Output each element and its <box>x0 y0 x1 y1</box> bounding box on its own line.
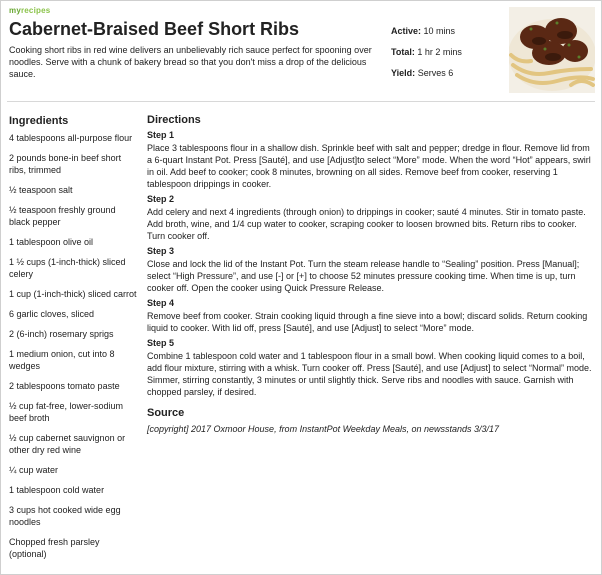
ingredient-item: 1 medium onion, cut into 8 wedges <box>9 349 115 371</box>
ingredient-item: ¼ cup water <box>9 465 59 475</box>
meta-active <box>391 25 462 38</box>
recipe-title: Cabernet-Braised Beef Short Ribs <box>9 19 300 39</box>
source-heading: Source <box>147 407 185 419</box>
meta-key: Total: <box>391 47 415 57</box>
ingredient-item: 2 (6-inch) rosemary sprigs <box>9 329 114 339</box>
recipe-description: Cooking short ribs in red wine delivers an unbelievably rich sauce perfect for spooning over noodles. Serve with a chunk of bakery bread so that you don't miss a drop of the delicious sauce. <box>9 45 372 79</box>
direction-step-5 <box>147 338 593 398</box>
ingredient-item: 2 pounds bone-in beef short ribs, trimmed <box>9 153 122 175</box>
meta-value: Serves 6 <box>417 68 454 78</box>
direction-step-2 <box>147 194 593 242</box>
directions-heading: Directions <box>147 114 201 126</box>
direction-step-4 <box>147 298 593 334</box>
step-label: Step 1 <box>147 130 175 140</box>
direction-step-3 <box>147 246 593 294</box>
ingredients-heading: Ingredients <box>9 115 69 127</box>
ingredient-item: ½ cup cabernet sauvignon or other dry red wine <box>9 433 126 455</box>
meta-yield <box>391 67 462 80</box>
step-text: Close and lock the lid of the Instant Pot. Turn the steam release handle to “Sealing” position. Press [Manual]; select “High Pressure”, and use [-] or [+] to choose 52 minutes pressure cooking time. When time is up, turn cooker off. Open the cooker using Quick Pressure Release. <box>147 259 580 293</box>
directions-section <box>147 114 593 435</box>
ingredient-item: ½ teaspoon freshly ground black pepper <box>9 205 116 227</box>
ingredient-item: ½ cup fat-free, lower-sodium beef broth <box>9 401 124 423</box>
step-label: Step 5 <box>147 338 175 348</box>
ingredient-item: Chopped fresh parsley (optional) <box>9 537 100 559</box>
ingredient-item: 1 tablespoon olive oil <box>9 237 94 247</box>
step-label: Step 3 <box>147 246 175 256</box>
logo-part-my: my <box>9 6 21 15</box>
meta-value: 10 mins <box>423 26 456 36</box>
step-label: Step 4 <box>147 298 175 308</box>
recipe-photo-illustration <box>509 7 595 93</box>
logo-part-recipes: recipes <box>20 6 51 15</box>
ingredient-item: 3 cups hot cooked wide egg noodles <box>9 505 121 527</box>
ingredient-item: 1 tablespoon cold water <box>9 485 105 495</box>
ingredient-item: 6 garlic cloves, sliced <box>9 309 95 319</box>
meta-key: Active: <box>391 26 422 36</box>
ingredient-item: 4 tablespoons all-purpose flour <box>9 133 133 143</box>
recipe-times <box>391 25 462 88</box>
meta-value: 1 hr 2 mins <box>417 47 462 57</box>
ingredient-item: ½ teaspoon salt <box>9 185 73 195</box>
step-label: Step 2 <box>147 194 175 204</box>
ingredient-item: 1 cup (1-inch-thick) sliced carrot <box>9 289 137 299</box>
source-text: [copyright] 2017 Oxmoor House, from InstantPot Weekday Meals, on newsstands 3/3/17 <box>147 424 500 434</box>
ingredient-item: 2 tablespoons tomato paste <box>9 381 120 391</box>
header-divider <box>7 101 595 102</box>
ingredients-list <box>9 132 137 568</box>
ingredient-item: 1 ½ cups (1-inch-thick) sliced celery <box>9 257 126 279</box>
meta-total <box>391 46 462 59</box>
step-text: Remove beef from cooker. Strain cooking liquid through a fine sieve into a bowl; discard solids. Return cooking liquid to cooker. With lid off, press [Sauté], and use [Adjust] to select “More” mode. <box>147 311 588 333</box>
recipe-photo <box>509 7 595 93</box>
step-text: Add celery and next 4 ingredients (through onion) to drippings in cooker; sauté 4 minutes. Stir in tomato paste. Add broth, wine, and 1/4 cup water to cooker, scraping cooker to loosen browned bits. Return ribs to cooker. Turn cooker off. <box>147 207 586 241</box>
site-logo[interactable] <box>9 6 50 15</box>
direction-step-1 <box>147 130 593 190</box>
step-text: Place 3 tablespoons flour in a shallow dish. Sprinkle beef with salt and pepper; dredge in flour. Remove lid from a 6-quart Instant Pot. Press [Sauté], and use [Adjust]to select “More” mode. When the word “Hot” appears, swirl in oil. Add beef to cooker; cook 8 minutes, browning on all sides. Remove beef from cooker, reserving 1 tablespoon drippings in cooker. <box>147 143 591 189</box>
meta-key: Yield: <box>391 68 416 78</box>
step-text: Combine 1 tablespoon cold water and 1 tablespoon flour in a small bowl. When cooking liquid comes to a boil, add flour mixture, stirring with a whisk. Turn cooker off. Press [Sauté], and use [Adjust] to select “Normal” mode. Simmer, stirring constantly, 3 minutes or until slightly thick. Serve ribs and noodles with sauce. Garnish with chopped parsley, if desired. <box>147 351 592 397</box>
